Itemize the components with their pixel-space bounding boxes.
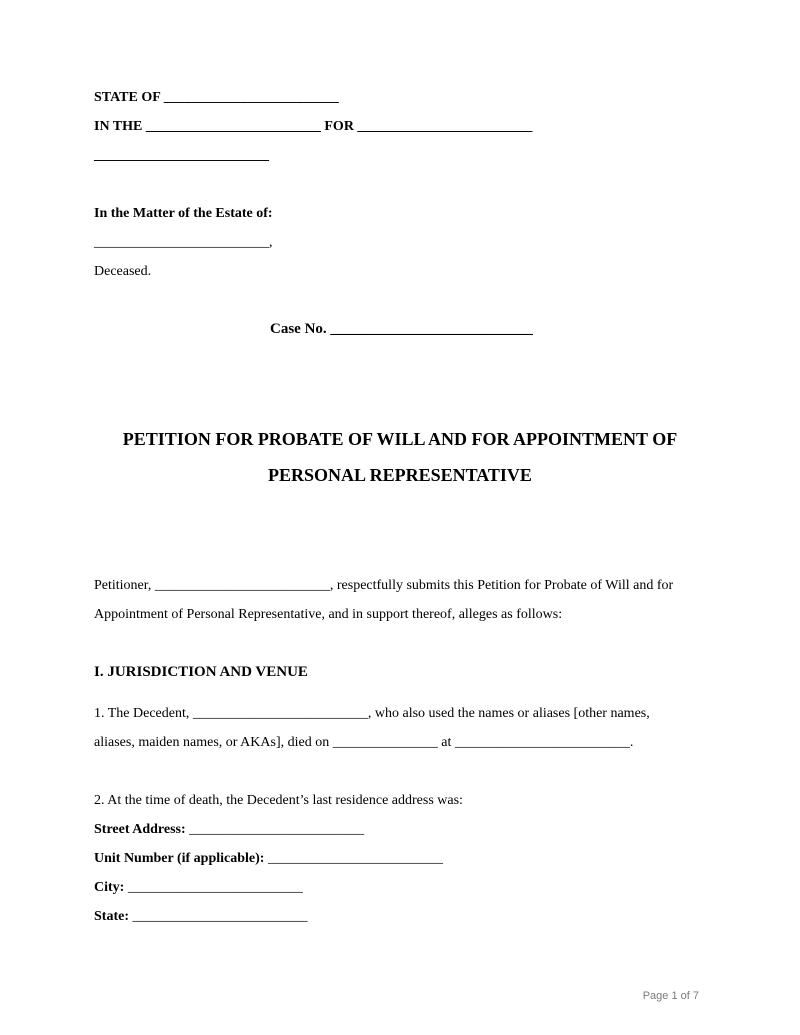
paragraph1-line1: 1. The Decedent, _________________________, who also used the names or aliases [other names, [94,706,650,721]
state-field [94,909,308,925]
page-number: Page 1 of 7 [642,990,699,1002]
matter-label: In the Matter of the Estate of: [94,206,273,221]
field-blank: _________________________ [124,880,303,895]
intro-line2: Appointment of Personal Representative, and in support thereof, alleges as follows: [94,607,563,622]
deceased-label: Deceased. [94,264,152,279]
paragraph1-line2: aliases, maiden names, or AKAs], died on _______________ at _________________________. [94,735,634,750]
field-label: Street Address: [94,822,186,837]
field-blank: _________________________ [185,822,365,837]
case-number: Case No. ___________________________ [270,321,533,337]
paragraph2: 2. At the time of death, the Decedent’s last residence address was: [94,793,463,808]
street-address-field [94,822,364,838]
state-line: STATE OF _________________________ [94,90,339,105]
document-title-line1: PETITION FOR PROBATE OF WILL AND FOR APPOINTMENT OF [122,429,678,449]
field-label: State: [94,909,129,924]
court-line: IN THE _________________________ FOR _________________________ [94,119,533,134]
document-title-line2: PERSONAL REPRESENTATIVE [268,465,532,485]
field-blank: _________________________ [129,909,308,924]
court-blank-line: _________________________ [94,148,269,163]
city-field [94,880,303,896]
field-blank: _________________________ [264,851,443,866]
field-label: Unit Number (if applicable): [94,851,265,866]
unit-number-field [94,851,443,867]
intro-line1: Petitioner, _________________________, respectfully submits this Petition for Probate of Will and for [94,578,674,593]
field-label: City: [94,880,125,895]
section-heading: I. JURISDICTION AND VENUE [94,664,308,680]
decedent-blank: _________________________, [94,235,273,250]
